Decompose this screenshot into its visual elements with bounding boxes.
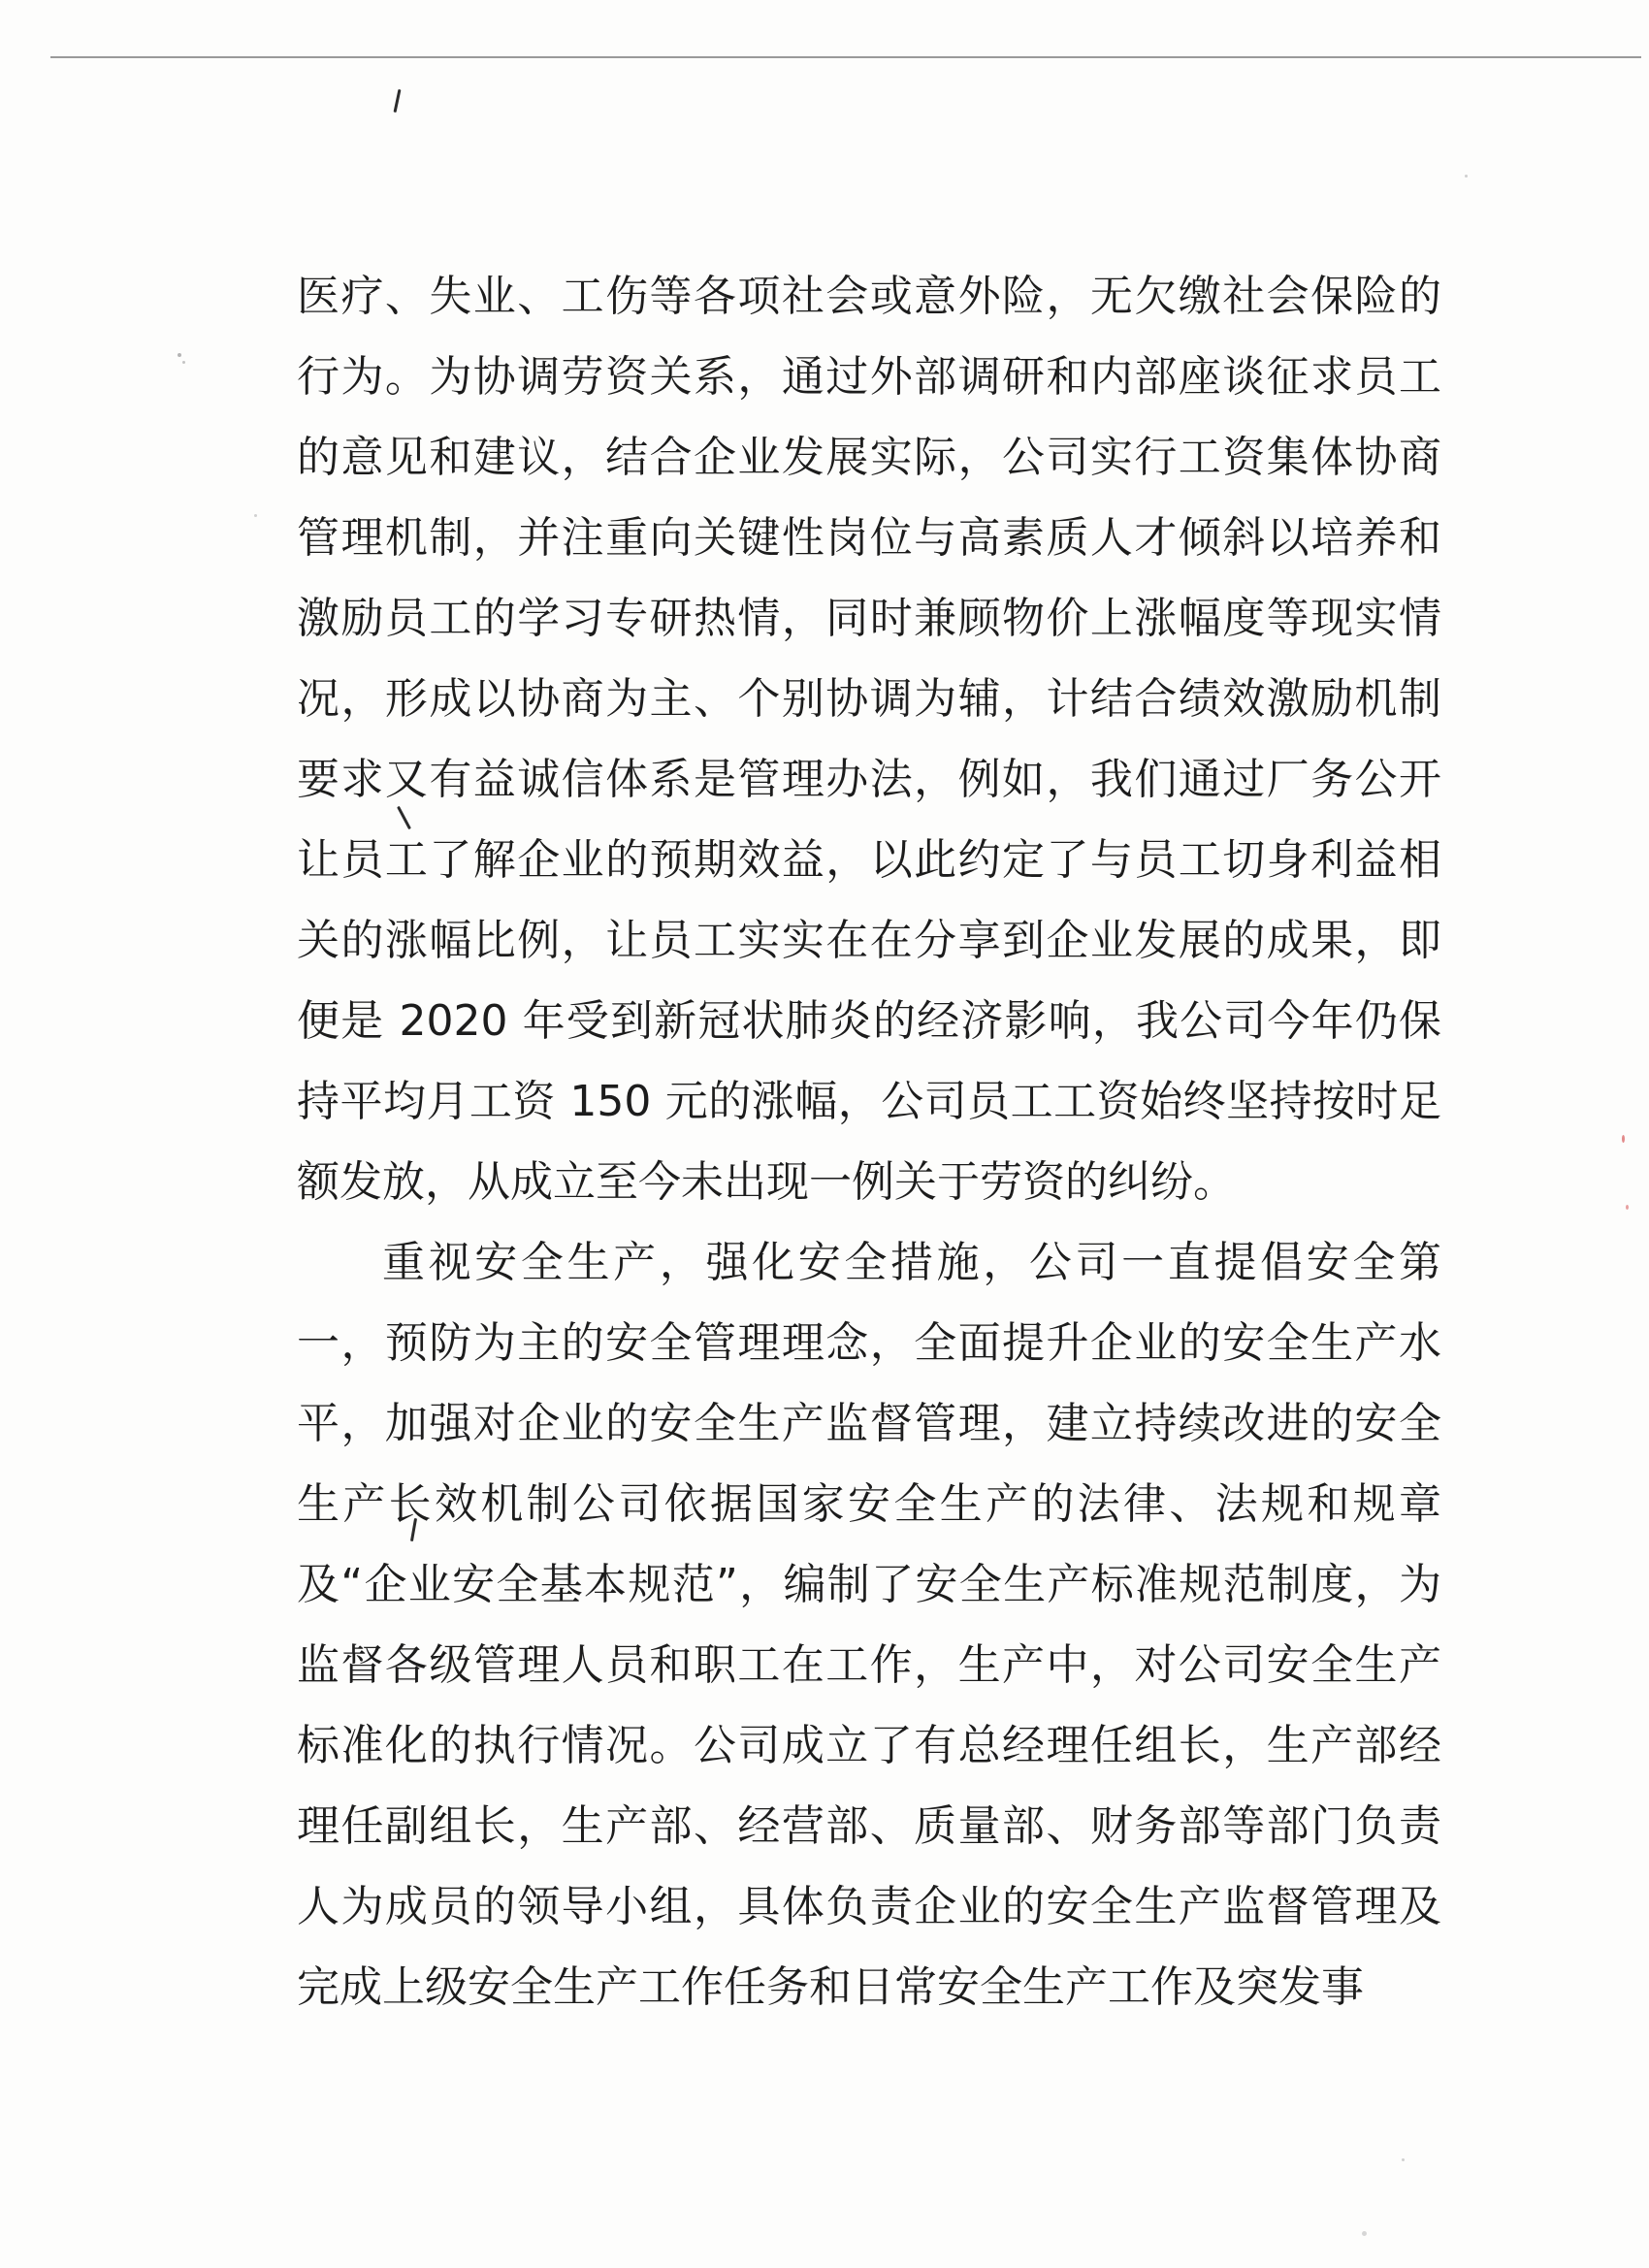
document-body: [297, 256, 1441, 2027]
pen-mark: [394, 89, 402, 113]
paragraph-continued: 医疗、失业、工伤等各项社会或意外险，无欠缴社会保险的行为。为协调劳资关系，通过外部调研和内部座谈征求员工的意见和建议，结合企业发展实际，公司实行工资集体协商管理机制，并注重向关键性岗位与高素质人才倾斜以培养和激励员工的学习专研热情，同时兼顾物价上涨幅度等现实情况，形成以协商为主、个别协调为辅，计结合绩效激励机制要求又有益诚信体系是管理办法，例如，我们通过厂务公开让员工了解企业的预期效益，以此约定了与员工切身利益相关的涨幅比例，让员工实实在在分享到企业发展的成果，即便是 2020 年受到新冠状肺炎的经济影响，我公司今年仍保持平均月工资 150 元的涨幅，公司员工工资始终坚持按时足额发放，从成立至今未出现一例关于劳资的纠纷。: [297, 272, 1441, 1207]
top-rule-line: [50, 56, 1641, 58]
paragraph-safety-production: 重视安全生产，强化安全措施，公司一直提倡安全第一，预防为主的安全管理理念，全面提升企业的安全生产水平，加强对企业的安全生产监督管理，建立持续改进的安全生产长效机制公司依据国家安全生产的法律、法规和规章及“企业安全基本规范”，编制了安全生产标准规范制度，为监督各级管理人员和职工在工作，生产中，对公司安全生产标准化的执行情况。公司成立了有总经理任组长，生产部经理任副组长，生产部、经营部、质量部、财务部等部门负责人为成员的领导小组，具体负责企业的安全生产监督管理及完成上级安全生产工作任务和日常安全生产工作及突发事: [297, 1238, 1441, 2012]
scan-speck: [1362, 2231, 1367, 2236]
scan-speck: [182, 361, 185, 364]
scan-speck: [1626, 1205, 1629, 1210]
scan-speck: [178, 353, 181, 357]
scan-speck: [1465, 175, 1468, 178]
scan-speck: [1622, 1135, 1625, 1143]
scan-speck: [1402, 2158, 1405, 2161]
scan-speck: [254, 514, 257, 517]
